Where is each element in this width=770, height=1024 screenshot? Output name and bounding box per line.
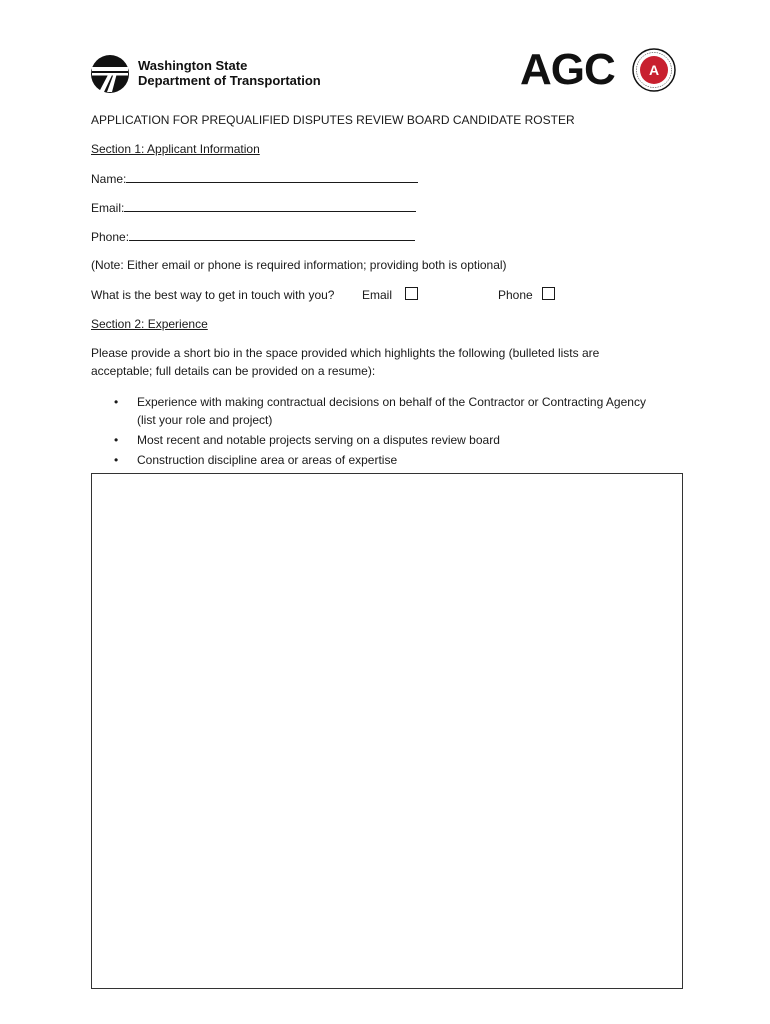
- phone-field[interactable]: [129, 227, 415, 241]
- wsdot-line1: Washington State: [138, 58, 248, 73]
- contact-phone-label: Phone: [498, 288, 533, 302]
- section2-heading: Section 2: Experience: [91, 317, 208, 331]
- wsdot-line2: Department of Transportation: [138, 73, 321, 88]
- list-item: [91, 451, 697, 469]
- contact-note: (Note: Either email or phone is required information; providing both is optional): [91, 258, 507, 272]
- contact-email-label: Email: [362, 288, 393, 302]
- list-item: [91, 431, 697, 449]
- section1-heading: Section 1: Applicant Information: [91, 142, 260, 156]
- bio-bullet-list: [91, 393, 697, 471]
- bio-instructions: [91, 344, 599, 380]
- wsdot-name: [138, 58, 321, 88]
- contact-phone-option: [498, 286, 555, 304]
- agc-seal-letter: A: [648, 62, 660, 78]
- email-field[interactable]: [124, 198, 416, 212]
- name-row: [91, 169, 418, 188]
- contact-question: What is the best way to get in touch with you?: [91, 288, 335, 302]
- agc-text: AGC: [520, 45, 615, 94]
- bio-instructions-line2: acceptable; full details can be provided on a resume):: [91, 364, 376, 378]
- wsdot-circle-logo-icon: [90, 54, 130, 94]
- email-row: [91, 198, 416, 217]
- email-label: Email:: [91, 201, 125, 215]
- bullet-text-continued: (list your role and project): [137, 413, 273, 427]
- bullet-text: Experience with making contractual decisions on behalf of the Contractor or Contracting Agency: [137, 395, 646, 409]
- bio-instructions-line1: Please provide a short bio in the space provided which highlights the following (bulleted lists are: [91, 346, 600, 360]
- agc-seal-icon: [632, 48, 676, 92]
- bio-text-area[interactable]: [91, 473, 683, 989]
- document-title: APPLICATION FOR PREQUALIFIED DISPUTES REVIEW BOARD CANDIDATE ROSTER: [91, 113, 575, 127]
- phone-row: [91, 227, 415, 246]
- phone-checkbox[interactable]: [542, 287, 555, 300]
- bullet-icon: •: [114, 453, 119, 467]
- name-label: Name:: [91, 172, 127, 186]
- bullet-text: Most recent and notable projects serving on a disputes review board: [137, 433, 500, 447]
- bullet-icon: •: [114, 395, 119, 409]
- wsdot-logo-block: [90, 52, 340, 96]
- bullet-text: Construction discipline area or areas of expertise: [137, 453, 398, 467]
- list-item: [91, 393, 697, 429]
- phone-label: Phone:: [91, 230, 130, 244]
- email-checkbox[interactable]: [405, 287, 418, 300]
- agc-logo-block: [520, 46, 676, 94]
- bullet-icon: •: [114, 433, 119, 447]
- contact-email-option: [362, 286, 418, 304]
- name-field[interactable]: [126, 169, 418, 183]
